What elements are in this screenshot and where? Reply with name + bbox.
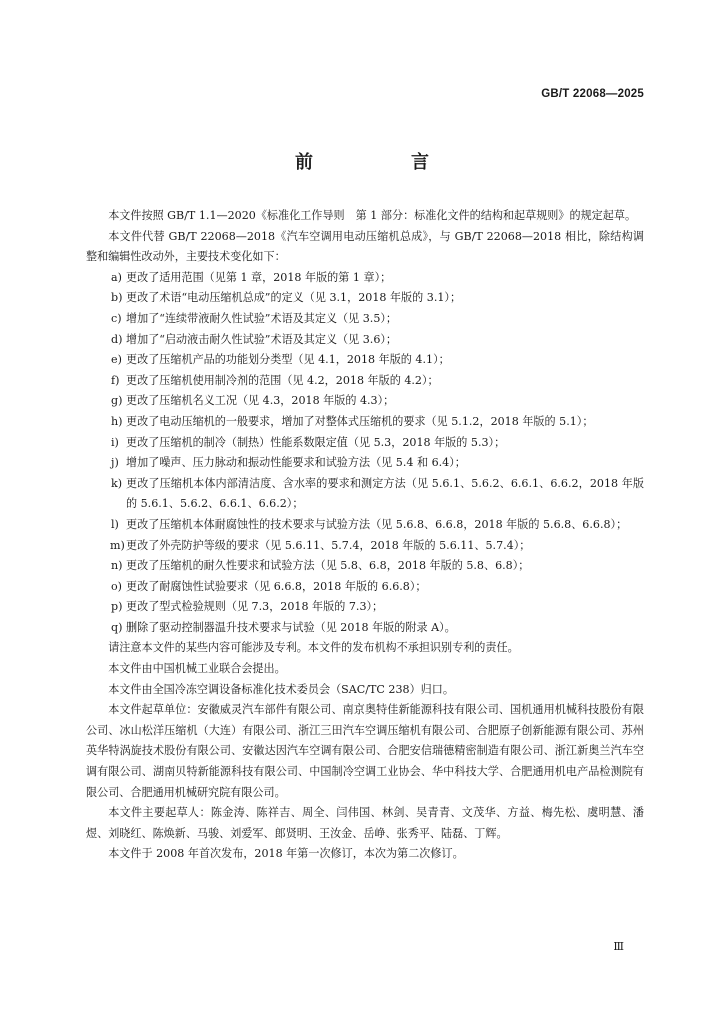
list-item-letter: e) <box>111 353 122 367</box>
list-item-letter: c) <box>111 311 122 325</box>
changes-list <box>86 268 644 639</box>
list-item-text: 更改了压缩机使用制冷剂的范围（见 4.2，2018 年版的 4.2）； <box>126 373 439 387</box>
list-item-letter: p) <box>111 600 123 614</box>
paragraph-drafting-rules: 本文件按照 GB/T 1.1—2020《标准化工作导则 第 1 部分：标准化文件的结构和起草规则》的规定起草。 <box>108 209 637 222</box>
list-item-letter: o) <box>111 579 123 593</box>
list-item-text: 更改了型式检验规则（见 7.3，2018 年版的 7.3）； <box>126 600 384 614</box>
list-item <box>86 474 644 515</box>
list-item <box>86 515 644 536</box>
list-item-letter: i) <box>111 435 119 449</box>
list-item-text: 更改了压缩机名义工况（见 4.3，2018 年版的 4.3）； <box>126 394 395 408</box>
list-item <box>86 556 644 577</box>
paragraph-proposer: 本文件由中国机械工业联合会提出。 <box>108 662 286 676</box>
list-item-text: 更改了术语“电动压缩机总成”的定义（见 3.1，2018 年版的 3.1）； <box>126 291 462 305</box>
list-item-letter: n) <box>111 559 123 573</box>
list-item-text: 更改了压缩机本体内部清洁度、含水率的要求和测定方法（见 5.6.1、5.6.2、6.6.1、6.6.2，2018 年版的 5.6.1、5.6.2、6.6.1、6.6.2）； <box>126 476 644 511</box>
list-item-text: 更改了压缩机产品的功能划分类型（见 4.1，2018 年版的 4.1）； <box>126 353 450 367</box>
list-item-letter: g) <box>111 394 123 408</box>
list-item-text: 增加了噪声、压力脉动和振动性能要求和试验方法（见 5.4 和 6.4）； <box>126 456 466 470</box>
page-title: 前 言 <box>295 152 469 173</box>
standard-number: GB/T 22068—2025 <box>541 88 644 100</box>
paragraph-patent-notice: 请注意本文件的某些内容可能涉及专利。本文件的发布机构不承担识别专利的责任。 <box>108 641 519 655</box>
list-item <box>86 350 644 371</box>
list-item-letter: b) <box>111 291 123 305</box>
list-item <box>86 412 644 433</box>
list-item <box>86 536 644 557</box>
list-item-letter: h) <box>111 414 123 428</box>
list-item-letter: m) <box>110 538 125 552</box>
paragraph-history: 本文件于 2008 年首次发布，2018 年第一次修订，本次为第二次修订。 <box>108 847 464 861</box>
list-item-text: 更改了压缩机的耐久性要求和试验方法（见 5.8、6.8，2018 年版的 5.8、6.8）； <box>126 559 530 573</box>
list-item-text: 更改了耐腐蚀性试验要求（见 6.6.8，2018 年版的 6.6.8）； <box>126 579 427 593</box>
list-item <box>86 309 644 330</box>
list-item <box>86 597 644 618</box>
list-item-text: 更改了压缩机本体耐腐蚀性的技术要求与试验方法（见 5.6.8、6.6.8，2018 年版的 5.6.8、6.6.8）； <box>126 517 628 531</box>
list-item-letter: q) <box>111 620 123 634</box>
list-item <box>86 371 644 392</box>
list-item-text: 更改了压缩机的制冷（制热）性能系数限定值（见 5.3，2018 年版的 5.3）； <box>126 435 506 449</box>
list-item-letter: l) <box>111 517 119 531</box>
list-item-text: 更改了电动压缩机的一般要求，增加了对整体式压缩机的要求（见 5.1.2，2018 年版的 5.1）； <box>126 414 594 428</box>
list-item <box>86 268 644 289</box>
list-item <box>86 577 644 598</box>
list-item <box>86 391 644 412</box>
page-number: Ⅲ <box>613 940 624 953</box>
paragraph-replacement: 本文件代替 GB/T 22068—2018《汽车空调用电动压缩机总成》，与 GB/T 22068—2018 相比，除结构调整和编辑性改动外，主要技术变化如下： <box>86 229 644 264</box>
list-item-letter: d) <box>111 332 123 346</box>
list-item-text: 增加了“启动液击耐久性试验”术语及其定义（见 3.6）； <box>126 332 398 346</box>
list-item <box>86 330 644 351</box>
list-item <box>86 288 644 309</box>
paragraph-drafters: 本文件主要起草人：陈金涛、陈祥吉、周全、闫伟国、林剑、吴青青、文茂华、方益、梅先松、虞明慧、潘煜、刘晓红、陈焕新、马骏、刘爱军、郎贤明、王汝金、岳峥、张秀平、陆磊、丁辉。 <box>86 806 644 840</box>
list-item-text: 更改了适用范围（见第 1 章，2018 年版的第 1 章）； <box>126 270 392 284</box>
paragraph-committee: 本文件由全国冷冻空调设备标准化技术委员会（SAC/TC 238）归口。 <box>108 682 454 696</box>
foreword-body <box>86 206 644 865</box>
list-item <box>86 433 644 454</box>
list-item <box>86 618 644 639</box>
list-item-letter: j) <box>111 456 119 470</box>
list-item <box>86 453 644 474</box>
list-item-text: 更改了外壳防护等级的要求（见 5.6.11、5.7.4，2018 年版的 5.6.11、5.7.4）； <box>126 538 531 552</box>
list-item-letter: a) <box>111 270 122 284</box>
list-item-letter: f) <box>111 373 120 387</box>
list-item-letter: k) <box>111 476 123 490</box>
list-item-text: 增加了“连续带液耐久性试验”术语及其定义（见 3.5）； <box>126 311 398 325</box>
paragraph-drafting-organizations: 本文件起草单位：安徽威灵汽车部件有限公司、南京奥特佳新能源科技有限公司、国机通用机械科技股份有限公司、冰山松洋压缩机（大连）有限公司、浙江三田汽车空调压缩机有限公司、合肥原子创新能源有限公司、苏州英华特涡旋技术股份有限公司、安徽达因汽车空调有限公司、合肥安信瑞德精密制造有限公司、浙江新奥兰汽车空调有限公司、湖南贝特新能源科技有限公司、中国制冷空调工业协会、华中科技大学、合肥通用机电产品检测院有限公司、合肥通用机械研究院有限公司。 <box>86 703 644 799</box>
list-item-text: 删除了驱动控制器温升技术要求与试验（见 2018 年版的附录 A）。 <box>126 620 456 634</box>
